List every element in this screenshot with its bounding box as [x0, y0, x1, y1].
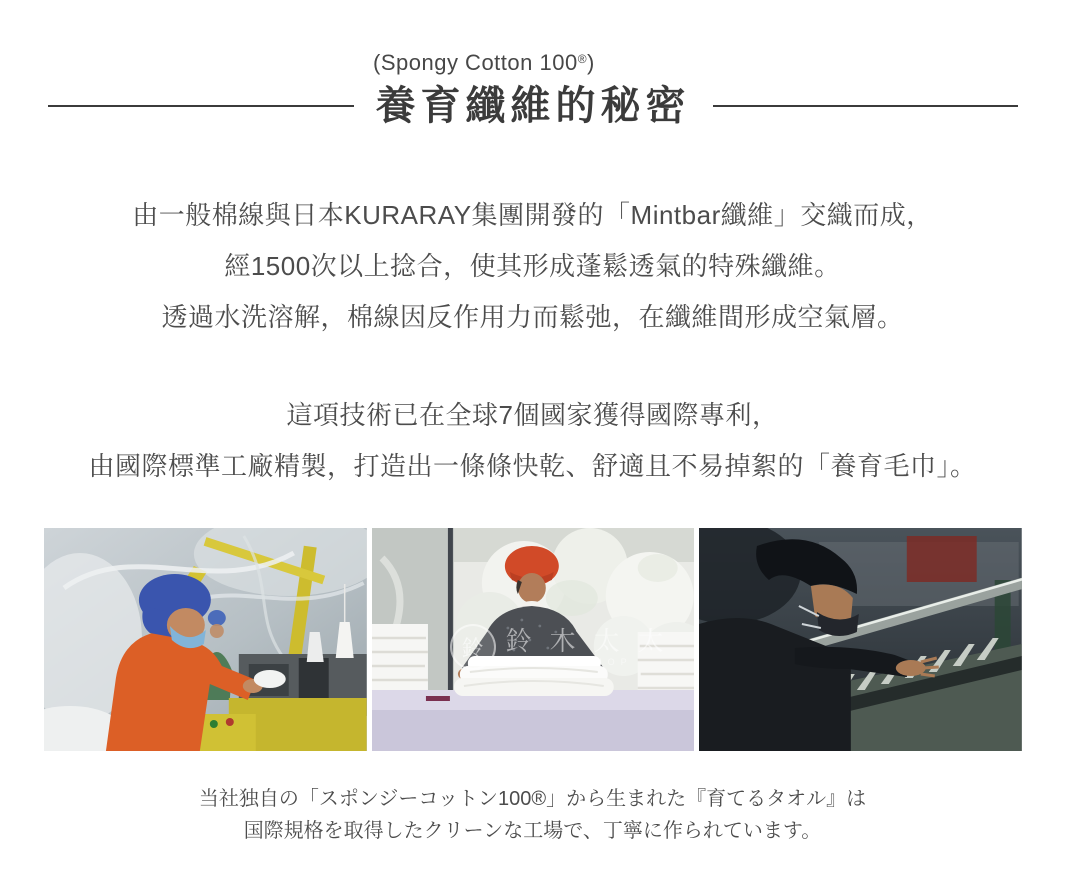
intro-paragraph — [0, 190, 1065, 343]
intro-line: 由一般棉線與日本KURARAY集團開發的「Mintbar纖維」交織而成， — [132, 200, 933, 230]
patent-line: 這項技術已在全球7個國家獲得國際專利， — [286, 400, 779, 430]
towel-folding-photo — [372, 528, 695, 751]
patent-paragraph — [0, 390, 1065, 492]
footer-line: 国際規格を取得したクリーンな工場で、丁寧に作られています。 — [243, 820, 822, 842]
title-row — [48, 83, 1018, 129]
photo-towel-folding — [372, 528, 695, 751]
weaving-machine-photo — [699, 528, 1022, 751]
watermark-subtext: SUZUKI SHOP — [505, 657, 633, 668]
subtitle-spongy-cotton — [373, 50, 595, 76]
patent-line: 由國際標準工廠精製，打造出一條條快乾、舒適且不易掉絮的「養育毛巾」。 — [88, 451, 977, 481]
footer-line: 当社独自の「スポンジーコットン100®」から生まれた『育てるタオル』は — [198, 788, 867, 810]
subtitle-text: (Spongy Cotton 100 — [373, 50, 578, 75]
intro-line: 透過水洗溶解，棉線因反作用力而鬆弛，在纖維間形成空氣層。 — [161, 302, 904, 332]
sewing-factory-photo — [44, 528, 367, 751]
page-title: 養育纖維的秘密 — [375, 84, 691, 128]
photo-sewing-factory — [44, 528, 367, 751]
watermark-text: 鈴木太太 — [505, 625, 682, 656]
photo-weaving-machine — [699, 528, 1022, 751]
title-rule-right — [713, 105, 1019, 107]
intro-line: 經1500次以上捻合，使其形成蓬鬆透氣的特殊纖維。 — [224, 251, 841, 281]
suzuki-logo-icon: 鈴 — [450, 624, 496, 670]
factory-photo-strip — [44, 528, 1022, 751]
registered-mark: ® — [577, 52, 588, 66]
subtitle-close: ) — [587, 50, 595, 75]
title-rule-left — [48, 105, 354, 107]
footer-note — [0, 783, 1065, 847]
